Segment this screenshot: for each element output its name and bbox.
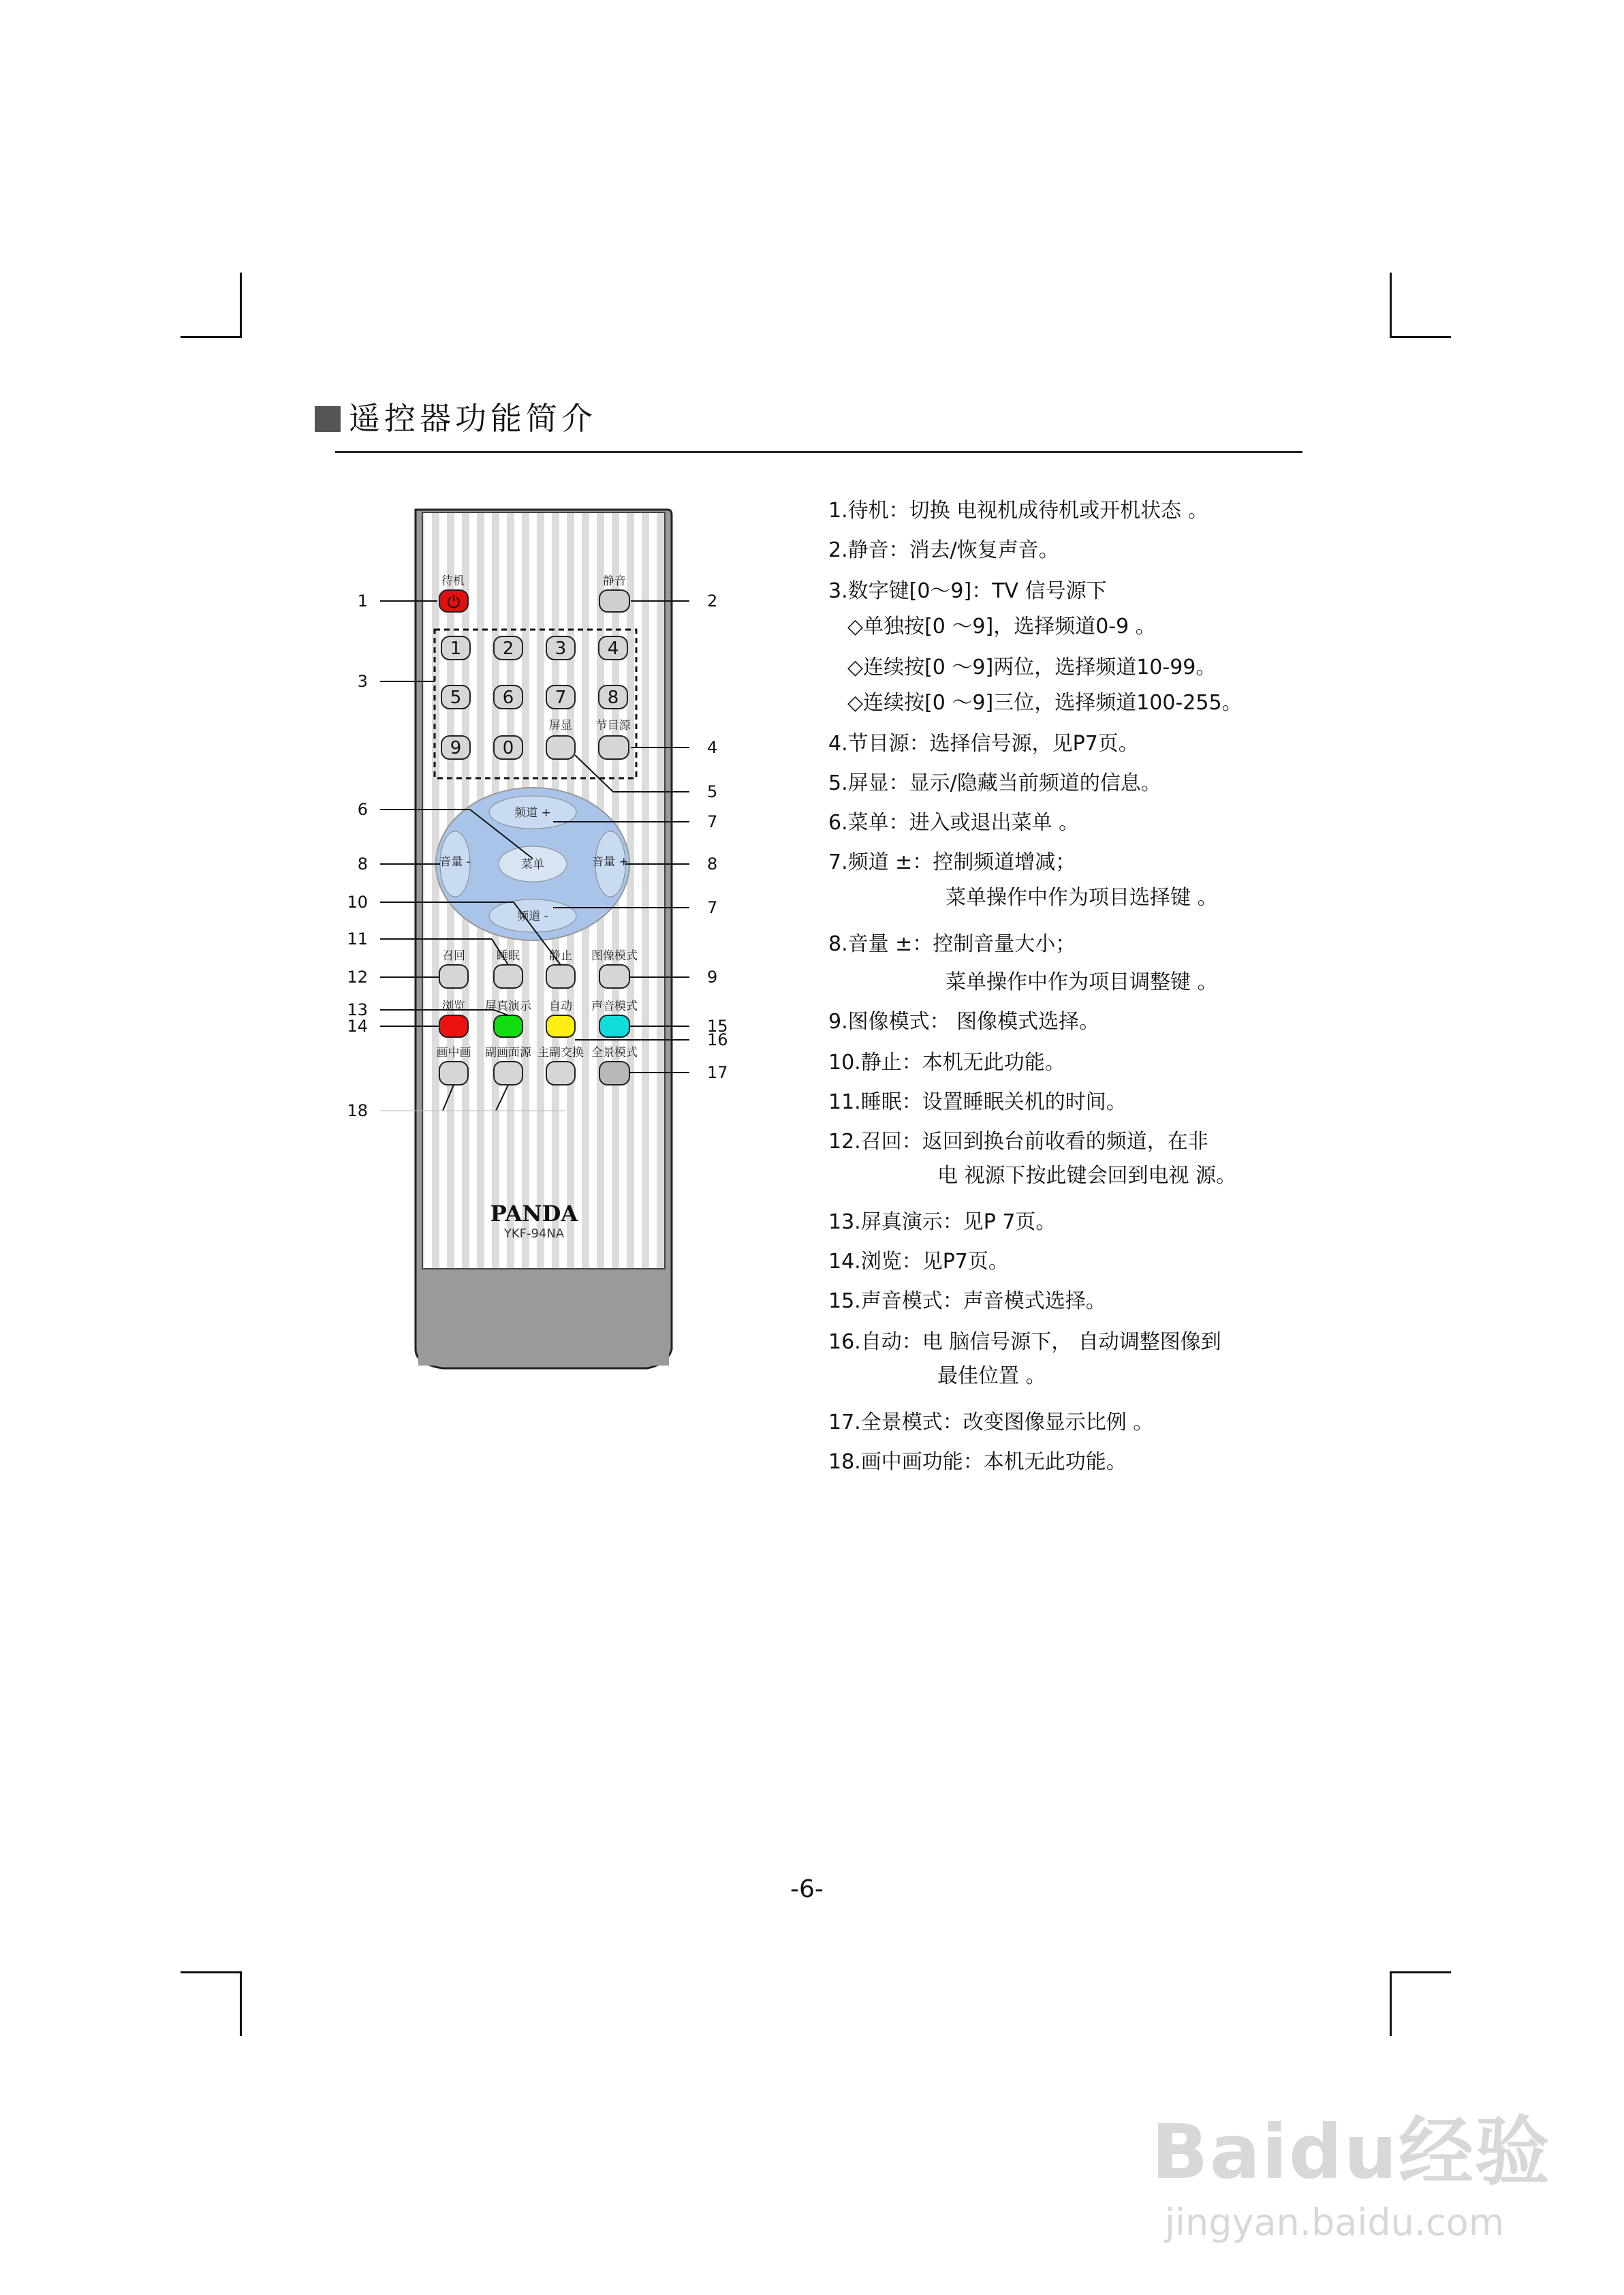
- watermark-logo: Baidu经验: [1151, 2108, 1551, 2196]
- recall-button: [439, 965, 468, 988]
- sub-source-button: [494, 1062, 522, 1085]
- desc-item: 13.屏真演示：见P 7页。: [828, 1210, 1057, 1234]
- desc-item: 3.数字键[0～9]：TV 信号源下: [828, 579, 1107, 603]
- standby-label: 待机: [441, 574, 465, 588]
- picture-mode-button: [599, 965, 629, 988]
- desc-item: 9.图像模式： 图像模式选择。: [828, 1010, 1100, 1034]
- menu-label: 菜单: [521, 858, 544, 872]
- digit-label: 6: [502, 688, 514, 708]
- full-mode-button: [599, 1062, 629, 1085]
- full-mode-label: 全景模式: [591, 1046, 638, 1060]
- crop-mark: [1390, 336, 1451, 338]
- channel-up-label: 频道 +: [514, 806, 551, 820]
- freeze-label: 静止: [549, 949, 572, 963]
- browse-label: 浏览: [442, 1000, 465, 1013]
- crop-mark: [240, 273, 242, 337]
- title-square-icon: [315, 406, 341, 432]
- callout-3: 3: [357, 672, 368, 691]
- callout-5: 5: [707, 782, 718, 801]
- crop-mark: [1390, 273, 1392, 337]
- desc-item: 菜单操作中作为项目调整键 。: [946, 970, 1218, 994]
- swap-label: 主副交换: [537, 1046, 584, 1060]
- sleep-label: 睡眠: [497, 949, 520, 963]
- desc-item: 16.自动：电 脑信号源下， 自动调整图像到: [828, 1330, 1221, 1354]
- auto-label: 自动: [549, 1000, 572, 1013]
- volume-down-label: 音量 -: [439, 855, 471, 869]
- callout-4: 4: [707, 738, 718, 757]
- demo-button: [494, 1015, 522, 1037]
- callout-15: 15: [707, 1017, 728, 1036]
- callout-12: 12: [347, 968, 368, 987]
- desc-item: 4.节目源：选择信号源，见P7页。: [828, 732, 1139, 756]
- power-icon: ⏻: [447, 593, 460, 612]
- section-title: [315, 398, 1302, 459]
- auto-button: [546, 1015, 575, 1037]
- freeze-button: [546, 965, 575, 988]
- desc-item: 17.全景模式：改变图像显示比例 。: [828, 1411, 1154, 1434]
- desc-item: 2.静音：消去/恢复声音。: [828, 538, 1059, 562]
- crop-mark: [181, 336, 242, 338]
- digit-label: 5: [450, 688, 462, 708]
- volume-up-label: 音量 +: [592, 855, 629, 869]
- desc-item: 7.频道 ±：控制频道增减；: [828, 850, 1076, 874]
- desc-item: 15.声音模式：声音模式选择。: [828, 1289, 1106, 1313]
- sleep-button: [494, 965, 522, 988]
- digit-label: 0: [502, 738, 514, 758]
- callout-6: 6: [357, 800, 368, 819]
- title-text: 遥控器功能简介: [349, 400, 597, 437]
- desc-item: 菜单操作中作为项目选择键 。: [946, 886, 1218, 910]
- digit-label: 2: [502, 638, 514, 659]
- picture-mode-label: 图像模式: [591, 949, 638, 963]
- crop-mark: [240, 1971, 242, 2036]
- callout-17: 17: [707, 1063, 728, 1082]
- remote-grip: [418, 1270, 669, 1366]
- page-number: -6-: [790, 1875, 824, 1903]
- crop-mark: [1390, 1971, 1392, 2036]
- screen-display-button: [546, 736, 575, 759]
- desc-item: ◇单独按[0 ～9]，选择频道0-9 。: [847, 615, 1156, 638]
- channel-down-label: 频道 -: [517, 910, 548, 923]
- sound-mode-button: [599, 1015, 629, 1037]
- browse-button: [439, 1015, 468, 1037]
- watermark-url: jingyan.baidu.com: [1165, 2201, 1505, 2244]
- callout-2: 2: [707, 591, 718, 611]
- desc-item: ◇连续按[0 ～9]两位，选择频道10-99。: [847, 656, 1217, 679]
- program-source-label: 节目源: [595, 719, 631, 733]
- watermark: [1151, 2071, 1574, 2262]
- digit-label: 7: [555, 688, 567, 708]
- mute-label: 静音: [603, 574, 626, 588]
- program-source-button: [599, 736, 629, 759]
- desc-item: 电 视源下按此键会回到电视 源。: [937, 1164, 1237, 1188]
- digit-label: 8: [607, 688, 619, 708]
- demo-label: 屏真演示: [485, 1000, 531, 1013]
- mute-button: [599, 590, 629, 612]
- callout-10: 10: [347, 893, 368, 912]
- sound-mode-label: 声音模式: [591, 1000, 638, 1013]
- model-label: YKF-94NA: [503, 1227, 565, 1241]
- callout-8b: 8: [707, 854, 718, 874]
- desc-item: 1.待机：切换 电视机成待机或开机状态 。: [828, 499, 1208, 523]
- callout-14: 14: [347, 1017, 368, 1036]
- desc-item: 18.画中画功能：本机无此功能。: [828, 1450, 1127, 1474]
- pip-label: 画中画: [436, 1046, 471, 1060]
- callout-16: 16: [707, 1030, 728, 1049]
- desc-item: 10.静止：本机无此功能。: [828, 1051, 1065, 1075]
- crop-mark: [1390, 1971, 1451, 1973]
- desc-item: 12.召回：返回到换台前收看的频道，在非: [828, 1130, 1208, 1154]
- recall-label: 召回: [442, 949, 465, 963]
- digit-label: 4: [607, 638, 619, 659]
- crop-mark: [181, 1971, 242, 1973]
- desc-item: 8.音量 ±：控制音量大小；: [828, 932, 1076, 956]
- desc-item: 11.睡眠：设置睡眠关机的时间。: [828, 1090, 1127, 1114]
- digit-label: 1: [450, 638, 462, 659]
- callout-18: 18: [347, 1101, 368, 1120]
- desc-item: 最佳位置 。: [937, 1364, 1046, 1388]
- callout-9: 9: [707, 968, 718, 987]
- digit-label: 9: [450, 738, 462, 758]
- desc-item: 6.菜单：进入或退出菜单 。: [828, 811, 1080, 835]
- desc-item: ◇连续按[0 ～9]三位，选择频道100-255。: [847, 691, 1243, 715]
- callout-8: 8: [357, 854, 368, 874]
- screen-display-label: 屏显: [549, 719, 572, 733]
- desc-item: 14.浏览：见P7页。: [828, 1250, 1009, 1274]
- brand-logo: PANDA: [490, 1201, 578, 1227]
- title-rule: [335, 451, 1302, 453]
- callout-1: 1: [357, 591, 368, 611]
- callout-11: 11: [347, 929, 368, 949]
- callout-13: 13: [347, 1000, 368, 1019]
- desc-item: 5.屏显：显示/隐藏当前频道的信息。: [828, 771, 1161, 795]
- digit-label: 3: [555, 638, 567, 659]
- sub-source-label: 副画面源: [485, 1046, 531, 1060]
- callout-7b: 7: [707, 898, 718, 917]
- swap-button: [546, 1062, 575, 1085]
- pip-button: [439, 1062, 468, 1085]
- callout-7: 7: [707, 812, 718, 831]
